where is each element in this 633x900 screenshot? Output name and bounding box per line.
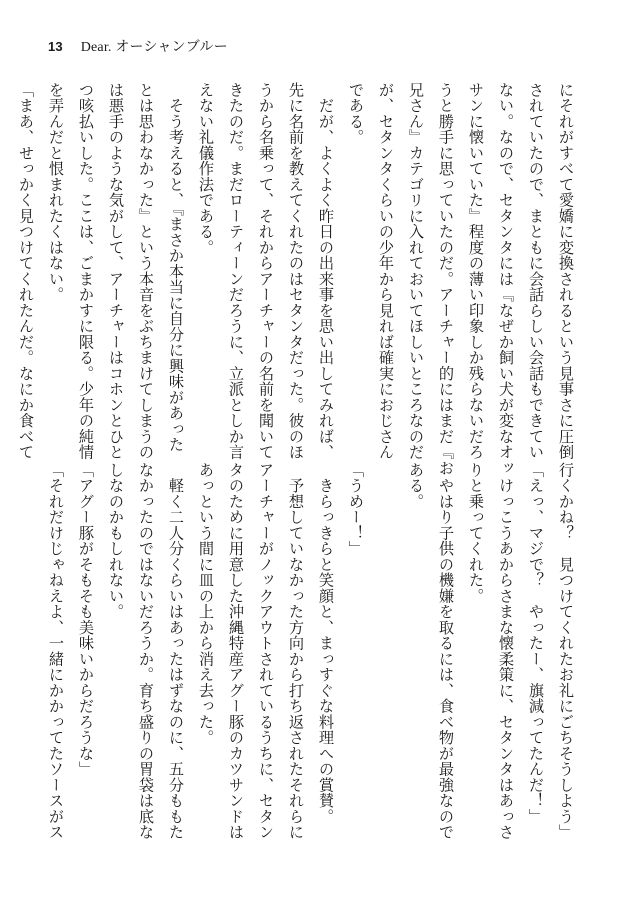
text-line: 「まあ、せっかく見つけてくれたんだ。なにか食べて [17, 82, 35, 460]
upper-text-block [11, 82, 581, 476]
lower-text-block [41, 462, 581, 840]
text-line: 行くかね？ 見つけてくれたお礼にごちそうしよう」 [557, 462, 575, 840]
text-line: ある。 [407, 462, 425, 510]
blank-line [371, 462, 401, 832]
text-line: タのために用意した沖縄特産アグー豚のカツサンドは [227, 462, 245, 840]
text-line: である。 [347, 82, 365, 145]
text-line: うから名乗って、それからアーチャーの名前を聞いて [257, 82, 275, 460]
text-line: そう考えると、『まさか本当に自分に興味があった [167, 82, 185, 453]
text-line: 「うめー！」 [347, 462, 365, 557]
text-line: が、セタンタくらいの少年から見れば確実におじさん [377, 82, 395, 460]
text-line: 「アグー豚がそもそも美味いからだろうな」 [77, 462, 95, 777]
text-line: ない。なので、セタンタには『なぜか飼い犬が変なオッ [497, 82, 515, 476]
text-line: は悪手のような気がして、アーチャーはコホンとひと [107, 82, 125, 460]
text-line: けっこうあからさまな懐柔策に、セタンタはあっさ [497, 462, 515, 840]
text-line: 「それだけじゃねえよ、一緒にかかってたソースがス [47, 462, 65, 840]
text-line: うと勝手に思っていたのだ。アーチャー的にはまだ『お [437, 82, 455, 476]
text-line: アーチャーがノックアウトされているうちに、セタン [257, 462, 275, 840]
text-line: 軽く二人分くらいはあったはずなのに、五分ももた [167, 462, 185, 840]
text-line: きたのだ。まだローティーンだろうに、立派としか言 [227, 82, 245, 460]
text-line: 予想していなかった方向から打ち返されたそれらに [287, 462, 305, 840]
text-line: なかったのではないだろうか。育ち盛りの胃袋は底な [137, 462, 155, 840]
text-line: えない礼儀作法である。 [197, 82, 215, 256]
text-line: されていたので、まともに会話らしい会話もできてい [527, 82, 545, 460]
text-line: きらっきらと笑顔と、まっすぐな料理への賞賛。 [317, 462, 335, 825]
text-line: 兄さん』カテゴリに入れておいてほしいところなのだ [407, 82, 425, 460]
page-number: 13 [48, 39, 63, 54]
text-line: りと乗ってくれた。 [467, 462, 485, 604]
text-line: を弄んだと恨まれたくはない。 [47, 82, 65, 303]
text-line: だが、よくよく昨日の出来事を思い出してみれば、 [317, 82, 335, 460]
text-line: つ咳払いした。ここは、ごまかすに限る。少年の純情 [77, 82, 95, 460]
text-line: 「えっ、マジで？ やったー、旗減ってたんだ！」 [527, 462, 545, 825]
text-line: しなのかもしれない。 [107, 462, 125, 620]
text-line: あっという間に皿の上から消え去った。 [197, 462, 215, 746]
text-line: とは思わなかった』という本音をぶちまけてしまうの [137, 82, 155, 460]
text-line: サンに懐いていた』程度の薄い印象しか残らないだろ [467, 82, 485, 460]
text-line: やはり子供の機嫌を取るには、食べ物が最強なので [437, 462, 455, 840]
running-title: Dear. オーシャンブルー [80, 40, 228, 55]
text-line: 先に名前を教えてくれたのはセタンタだった。彼のほ [287, 82, 305, 460]
text-line: にそれがすべて愛嬌に変換されるという見事さに圧倒 [557, 82, 575, 460]
page-header [48, 36, 228, 56]
